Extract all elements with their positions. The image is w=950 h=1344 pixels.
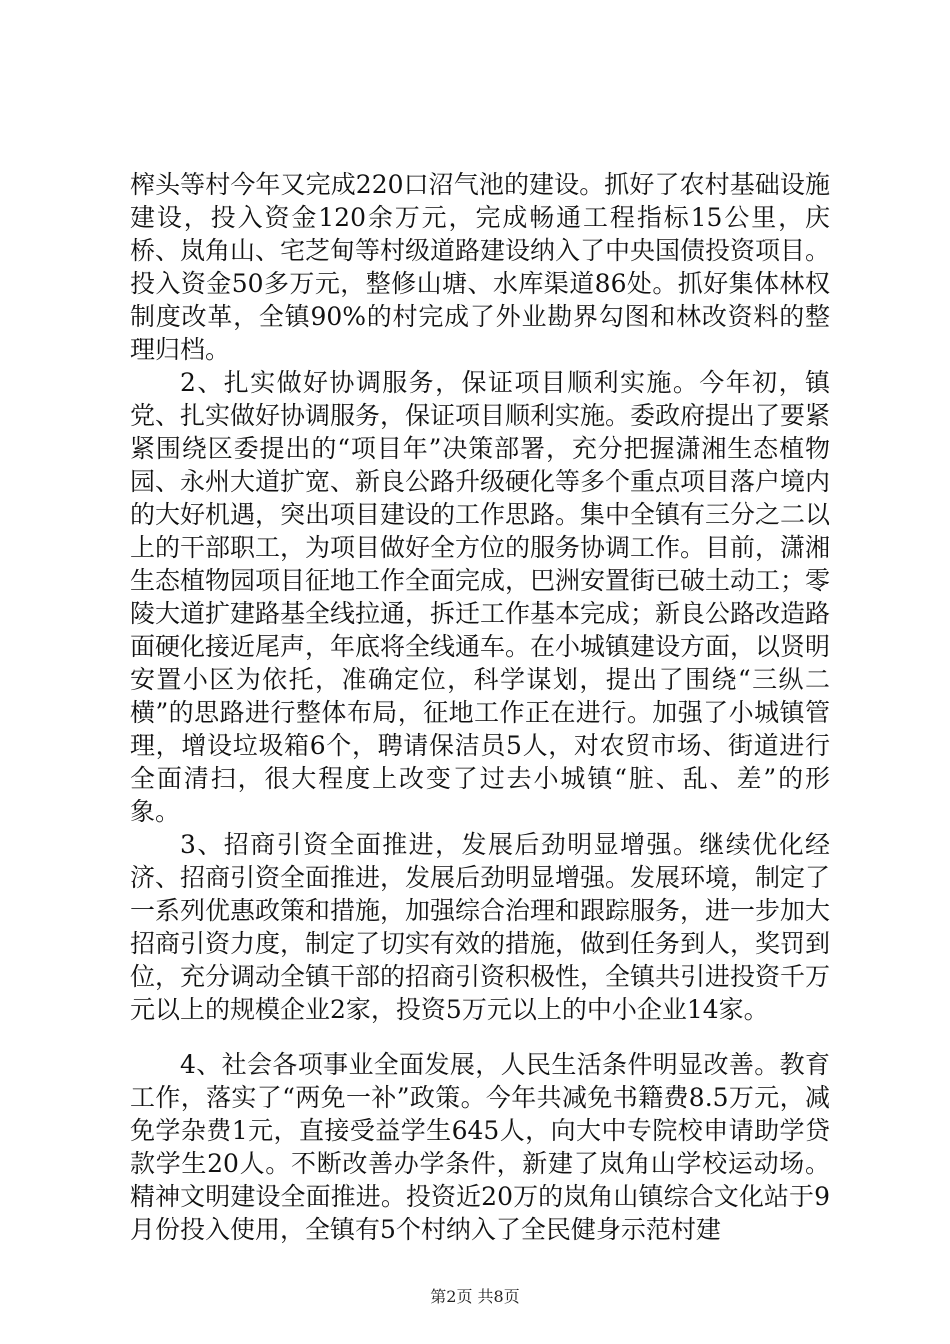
paragraph-3: 3、招商引资全面推进，发展后劲明显增强。继续优化经济、招商引资全面推进，发展后劲明显增强。发展环境，制定了一系列优惠政策和措施，加强综合治理和跟踪服务，进一步加大招商引资力度，制定了切实有效的措施，做到任务到人，奖罚到位，充分调动全镇干部的招商引资积极性，全镇共引进投资千万元以上的规模企业2家，投资5万元以上的中小企业14家。 <box>130 830 831 1024</box>
paragraph-1: 榨头等村今年又完成220口沼气池的建设。抓好了农村基础设施建设，投入资金120余万元，完成畅通工程指标15公里，庆桥、岚角山、宅芝甸等村级道路建设纳入了中央国债投资项目。投入资金50多万元，整修山塘、水库渠道86处。抓好集体林权制度改革，全镇90%的村完成了外业勘界勾图和林改资料的整理归档。 <box>130 170 831 364</box>
page-number-footer: 第2页 共8页 <box>430 1287 520 1306</box>
paragraph-2: 2、扎实做好协调服务，保证项目顺利实施。今年初，镇党、扎实做好协调服务，保证项目顺利实施。委政府提出了要紧紧围绕区委提出的“项目年”决策部署，充分把握潇湘生态植物园、永州大道扩宽、新良公路升级硬化等多个重点项目落户境内的大好机遇，突出项目建设的工作思路。集中全镇有三分之二以上的干部职工，为项目做好全方位的服务协调工作。目前，潇湘生态植物园项目征地工作全面完成，巴洲安置街已破土动工；零陵大道扩建路基全线拉通，拆迁工作基本完成；新良公路改造路面硬化接近尾声，年底将全线通车。在小城镇建设方面，以贤明安置小区为依托，准确定位，科学谋划，提出了围绕“三纵二横”的思路进行整体布局，征地工作正在进行。加强了小城镇管理，增设垃圾箱6个，聘请保洁员5人，对农贸市场、街道进行全面清扫，很大程度上改变了过去小城镇“脏、乱、差”的形象。 <box>130 368 831 826</box>
paragraph-4: 4、社会各项事业全面发展，人民生活条件明显改善。教育工作，落实了“两免一补”政策。今年共减免书籍费8.5万元，减免学杂费1元，直接受益学生645人，向大中专院校申请助学贷款学生20人。不断改善办学条件，新建了岚角山学校运动场。精神文明建设全面推进。投资近20万的岚角山镇综合文化站于9月份投入使用，全镇有5个村纳入了全民健身示范村建 <box>130 1050 830 1244</box>
document-body <box>130 168 830 1246</box>
